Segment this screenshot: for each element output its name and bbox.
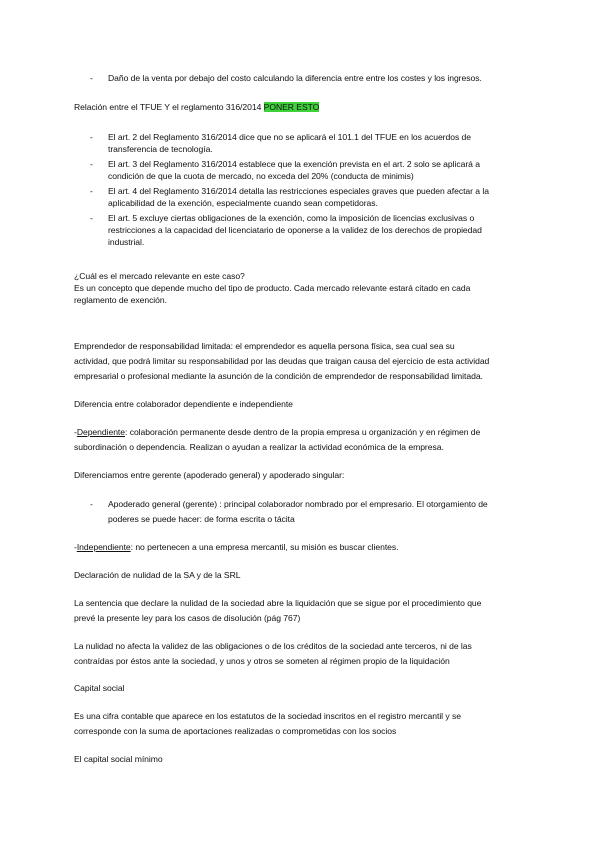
bullet-dash: - xyxy=(90,499,93,509)
bullet-line: restricciones a la capacidad del licenciatario de oponerse a la validez de los derechos de propiedad xyxy=(108,225,482,235)
bullet-dash: - xyxy=(90,213,93,223)
paragraph-line: prevé la presente ley para los casos de disolución (pág 767) xyxy=(74,613,301,623)
section-mercado-relevante xyxy=(74,270,529,306)
bullet-line: transferencia de tecnología. xyxy=(108,144,213,154)
bullet-line: industrial. xyxy=(108,237,145,247)
paragraph-nulidad-1 xyxy=(74,597,529,624)
paragraph-diferenciamos: Diferenciamos entre gerente (apoderado general) y apoderado singular: xyxy=(74,470,345,480)
paragraph-line: reglamento de exención. xyxy=(74,295,167,305)
paragraph-line: La sentencia que declare la nulidad de la sociedad abre la liquidación que se sigue por el procedimiento que xyxy=(74,598,482,608)
paragraph-nulidad-2 xyxy=(74,640,529,667)
bullet-line: El art. 5 excluye ciertas obligaciones de la exención, como la imposición de licencias exclusivas o xyxy=(108,213,475,223)
bullet-dash: - xyxy=(90,73,93,83)
paragraph-line: La nulidad no afecta la validez de las obligaciones o de los créditos de la sociedad ante terceros, ni de las xyxy=(74,641,472,651)
paragraph-dependiente xyxy=(74,426,529,453)
question-text: ¿Cuál es el mercado relevante en este caso? xyxy=(74,271,245,281)
item-prefix: - xyxy=(74,542,77,552)
heading-capital-social-minimo: El capital social mínimo xyxy=(74,754,163,764)
bullet-dash: - xyxy=(90,159,93,169)
paragraph-line: corresponde con la suma de aportaciones realizadas o comprometidas con los socios xyxy=(74,726,397,736)
bullet-line: Apoderado general (gerente) : principal colaborador nombrado por el empresario. El otorgamiento de xyxy=(108,499,488,509)
bullet-dash: - xyxy=(90,132,93,142)
paragraph-capital-social xyxy=(74,710,529,737)
definition-text: : colaboración permanente desde dentro de la propia empresa u organización y en régimen de xyxy=(125,427,481,437)
bullet-line: aplicabilidad de la exención, especialmente cuando sean competidoras. xyxy=(108,198,378,208)
term-dependiente: Dependiente xyxy=(76,427,126,437)
heading-text: Relación entre el TFUE Y el reglamento 316/2014 xyxy=(74,102,262,112)
highlighted-note: PONER ESTO xyxy=(263,102,320,112)
bullet-line: El art. 2 del Reglamento 316/2014 dice que no se aplicará el 101.1 del TFUE en los acuerdos de xyxy=(108,132,471,142)
paragraph-line: empresarial o profesional mediante la asunción de la condición de emprendedor de responsabilidad limitada. xyxy=(74,371,483,381)
paragraph-line: subordinación o dependencia. Realizan o ayudan a realizar la actividad económica de la empresa. xyxy=(74,442,444,452)
heading-diferencia-colaborador: Diferencia entre colaborador dependiente e independiente xyxy=(74,399,293,409)
paragraph-independiente xyxy=(74,541,529,553)
paragraph-emprendedor xyxy=(74,340,529,382)
heading-capital-social: Capital social xyxy=(74,683,125,693)
paragraph-line: Es una cifra contable que aparece en los estatutos de la sociedad inscritos en el registro mercantil y se xyxy=(74,711,461,721)
bullet-dash: - xyxy=(90,186,93,196)
bullet-line: El art. 3 del Reglamento 316/2014 establece que la exención prevista en el art. 2 solo se aplicará a xyxy=(108,159,480,169)
bullet-line: El art. 4 del Reglamento 316/2014 detalla las restricciones especiales graves que pueden afectar a la xyxy=(108,186,489,196)
paragraph-line: actividad, que podrá limitar su responsabilidad por las deudas que traigan causa del ejercicio de esta actividad xyxy=(74,356,490,366)
bullet-line: poderes se puede hacer: de forma escrita o tácita xyxy=(108,514,295,524)
term-independiente: Independiente xyxy=(76,542,131,552)
definition-text: : no pertenecen a una empresa mercantil, su misión es buscar clientes. xyxy=(130,542,399,552)
heading-relacion-tfue xyxy=(74,101,529,113)
item-prefix: - xyxy=(74,427,77,437)
paragraph-line: Es un concepto que depende mucho del tipo de producto. Cada mercado relevante estará citado en cada xyxy=(74,283,471,293)
heading-declaracion-nulidad: Declaración de nulidad de la SA y de la SRL xyxy=(74,570,241,580)
paragraph-line: Emprendedor de responsabilidad limitada: el emprendedor es aquella persona física, sea cual sea su xyxy=(74,341,455,351)
paragraph-line: contraídas por éstos ante la sociedad, y unos y otros se someten al régimen propio de la liquidación xyxy=(74,656,450,666)
bullet-line: condición de que la cuota de mercado, no exceda del 20% (conducta de minimis) xyxy=(108,171,414,181)
bullet-text: Daño de la venta por debajo del costo calculando la diferencia entre entre los costes y los ingresos. xyxy=(108,73,482,83)
